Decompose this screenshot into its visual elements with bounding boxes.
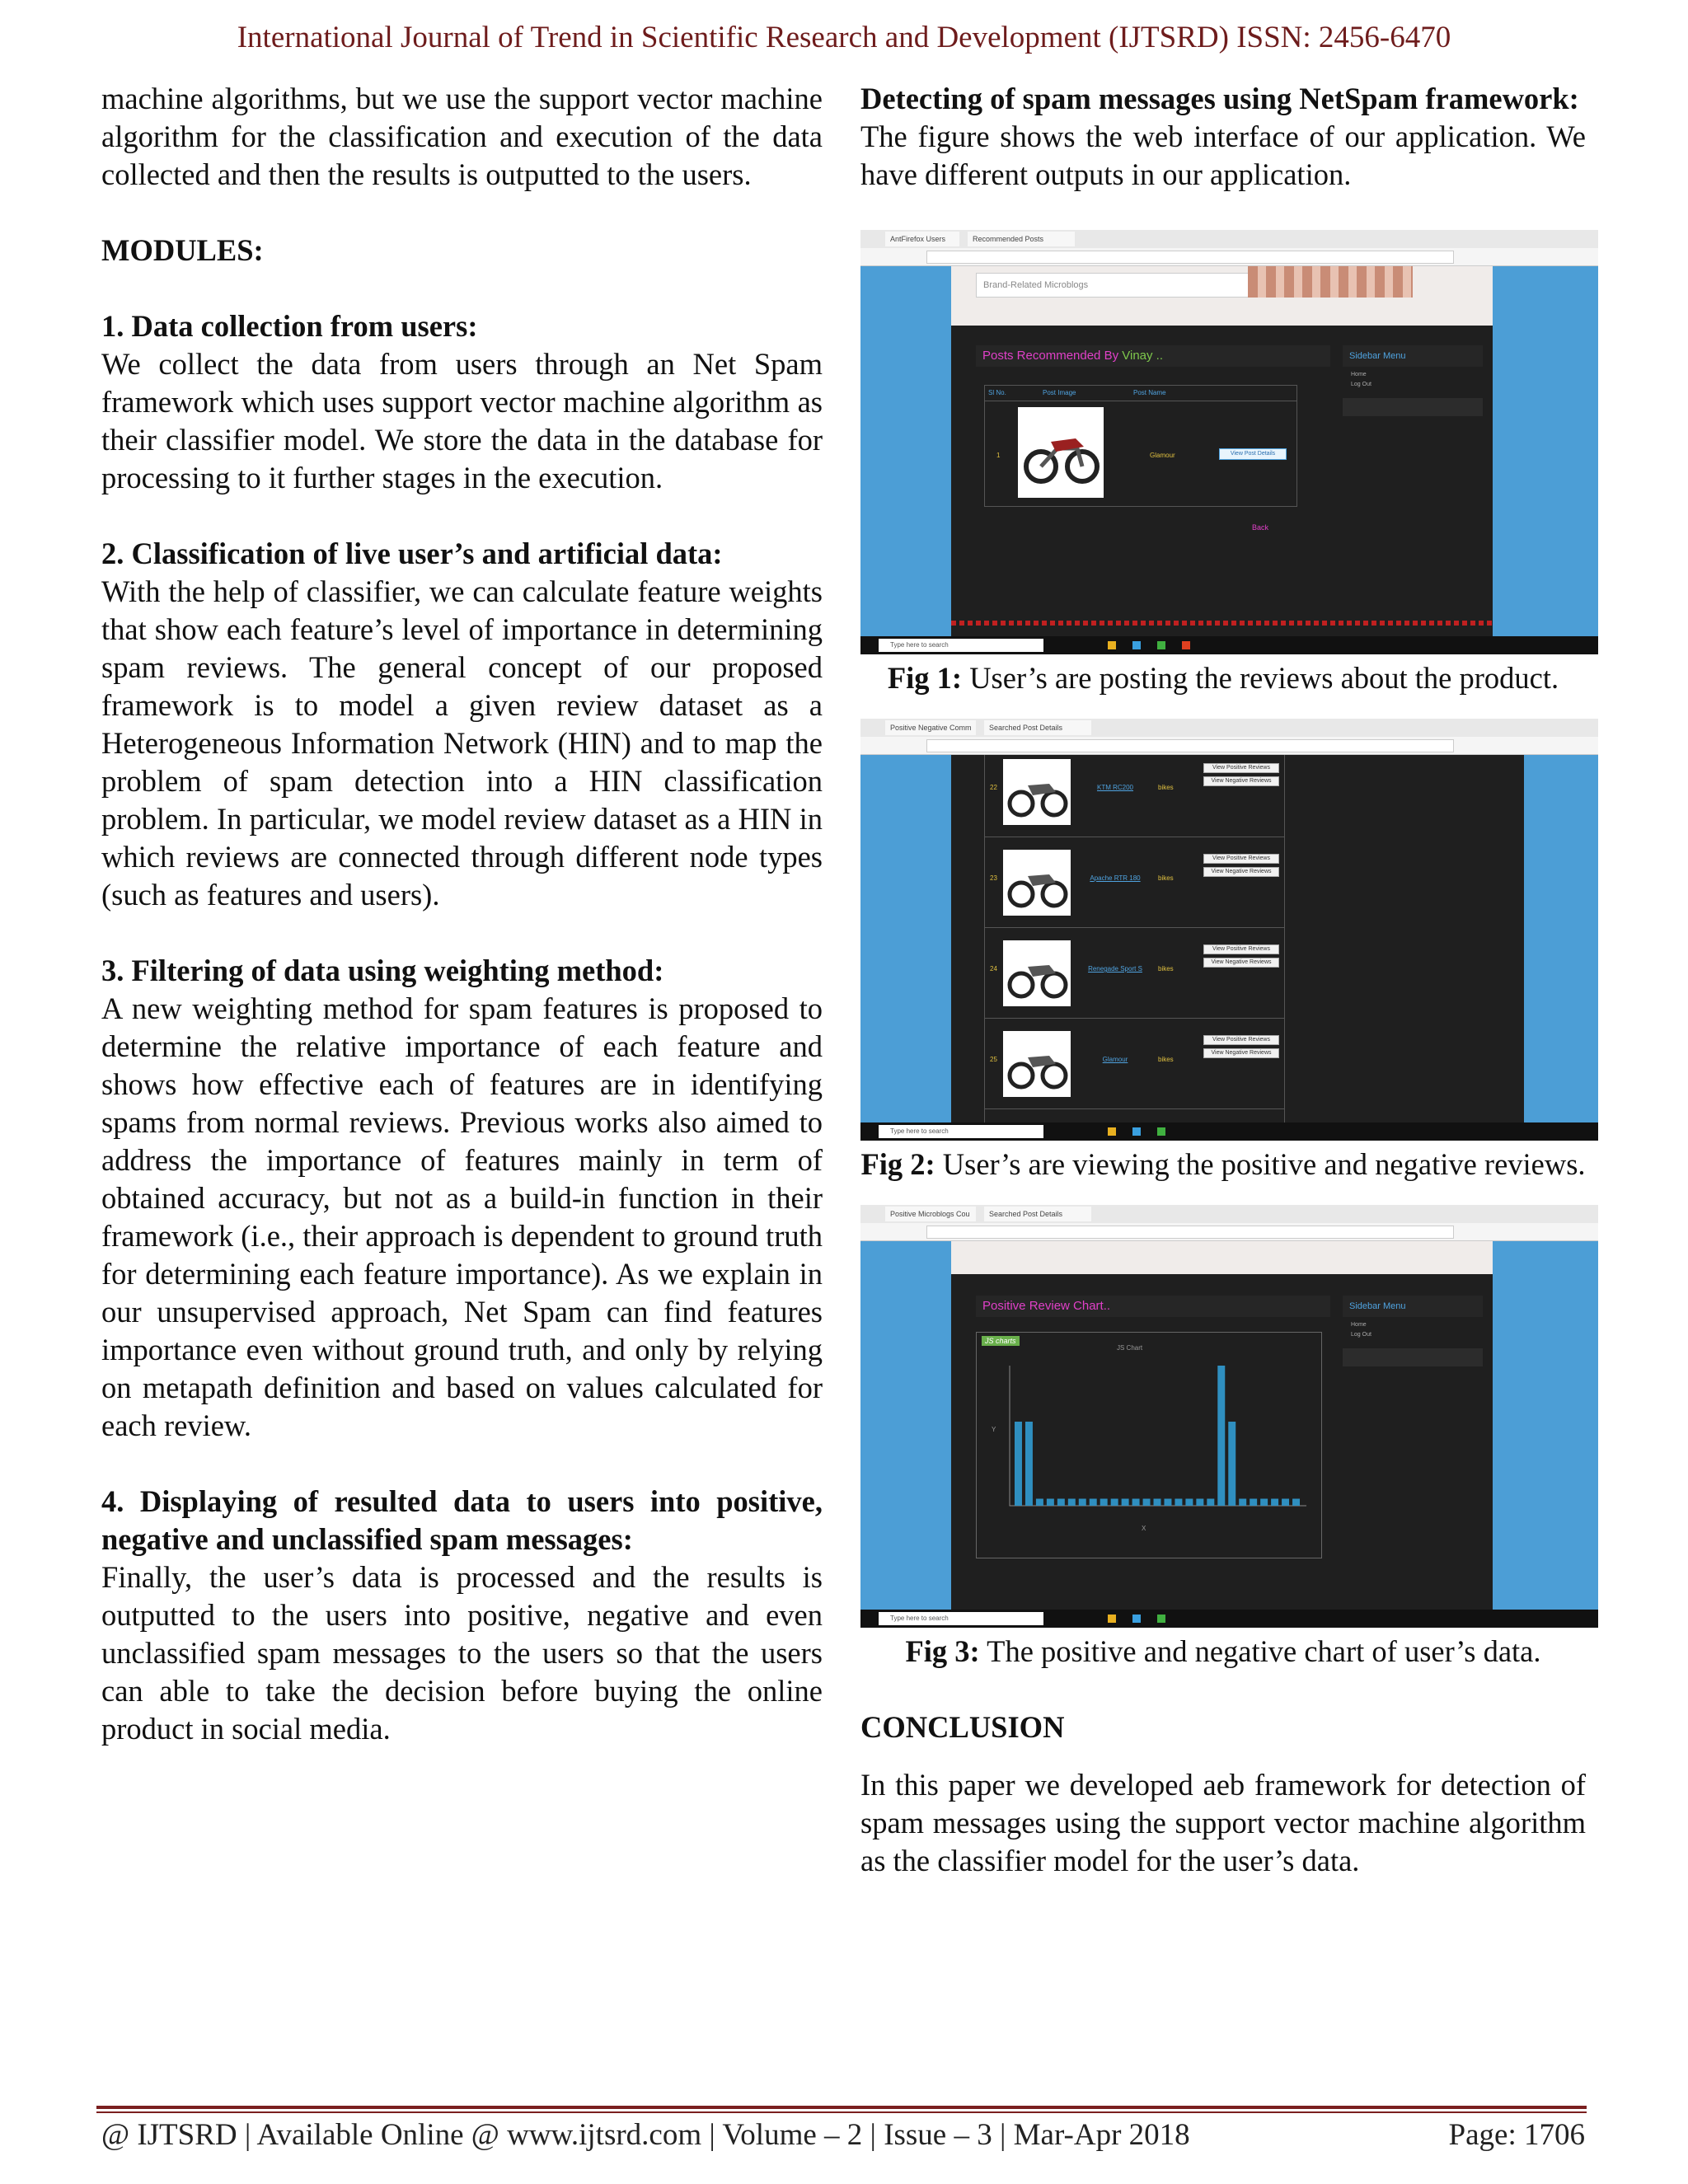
app-icon[interactable] xyxy=(1182,641,1190,649)
banner-image xyxy=(1248,266,1413,298)
chart-bar xyxy=(1271,1499,1278,1507)
taskbar xyxy=(860,636,1598,654)
chart-title: JS Chart xyxy=(1117,1344,1143,1352)
y-axis-label: Y xyxy=(992,1426,996,1433)
right-panel xyxy=(1493,266,1598,636)
address-bar xyxy=(860,1223,1598,1241)
module-1-heading: 1. Data collection from users: xyxy=(101,309,478,343)
chart-bar xyxy=(1057,1499,1065,1507)
right-panel xyxy=(1493,1241,1598,1610)
chart-bar xyxy=(1090,1499,1097,1507)
sidebar-block xyxy=(1343,398,1483,416)
page-banner xyxy=(951,1241,1493,1274)
column-header: Sl No. xyxy=(988,389,1006,396)
module-4-heading: 4. Displaying of resulted data to users into positive, negative and unclassified spam messages: xyxy=(101,1484,823,1556)
browser-tabbar xyxy=(860,1205,1598,1223)
chart-bar xyxy=(1196,1499,1203,1507)
motorcycle-image xyxy=(1003,1031,1071,1097)
footer-text: @ IJTSRD | Available Online @ www.ijtsrd.com | Volume – 2 | Issue – 3 | Mar-Apr 2018 xyxy=(101,2118,1190,2152)
figure-2-screenshot xyxy=(860,719,1598,1141)
chrome-icon[interactable] xyxy=(1157,1615,1165,1623)
chart-bar xyxy=(1250,1499,1257,1507)
x-axis-label: X xyxy=(1142,1525,1146,1532)
back-link[interactable]: Back xyxy=(1252,523,1269,532)
taskbar-search[interactable]: Type here to search xyxy=(879,1125,1043,1138)
bike-name-link[interactable]: Renegade Sport S xyxy=(1088,965,1142,972)
motorcycle-image xyxy=(1003,759,1071,825)
bike-name-link[interactable]: KTM RC200 xyxy=(1096,784,1133,791)
view-post-details-button[interactable]: View Post Details xyxy=(1219,448,1287,460)
chart-bar xyxy=(1079,1499,1086,1507)
page-body xyxy=(951,1274,1493,1610)
view-positive-reviews-button[interactable]: View Positive Reviews xyxy=(1203,854,1279,864)
view-negative-reviews-button[interactable]: View Negative Reviews xyxy=(1203,867,1279,877)
journal-header: International Journal of Trend in Scientific Research and Development (IJTSRD) ISSN: 2456-6470 xyxy=(237,21,1451,54)
taskbar-search[interactable]: Type here to search xyxy=(879,639,1043,652)
sidebar-item-logout[interactable]: Log Out xyxy=(1351,382,1372,387)
chart-page-title: Positive Review Chart.. xyxy=(976,1296,1330,1317)
explorer-icon[interactable] xyxy=(1108,641,1116,649)
bar-chart xyxy=(977,1333,1323,1559)
browser-tabbar xyxy=(860,230,1598,248)
figure-1-screenshot xyxy=(860,230,1598,654)
edge-icon[interactable] xyxy=(1132,641,1141,649)
column-header: Post Image xyxy=(1043,389,1076,396)
table-row xyxy=(985,1019,1284,1109)
motorcycle-image xyxy=(1003,850,1071,916)
banner-text: Brand-Related Microblogs xyxy=(976,273,1273,298)
taskbar xyxy=(860,1610,1598,1628)
bike-name-link[interactable]: Apache RTR 180 xyxy=(1090,874,1141,882)
row-number: 25 xyxy=(990,1056,997,1063)
intro-paragraph: machine algorithms, but we use the support vector machine algorithm for the classification and execution of the data collected and then the results is outputted to the users. xyxy=(101,82,823,191)
modules-heading: MODULES: xyxy=(101,233,264,267)
edge-icon[interactable] xyxy=(1132,1127,1141,1136)
browser-tab: Positive Microblogs Cou xyxy=(885,1207,976,1221)
taskbar-search[interactable]: Type here to search xyxy=(879,1612,1043,1625)
motorcycle-image xyxy=(1003,940,1071,1006)
netspam-heading: Detecting of spam messages using NetSpam framework: xyxy=(860,82,1579,115)
netspam-intro: The figure shows the web interface of our application. We have different outputs in our application. xyxy=(860,120,1586,191)
chart-bar xyxy=(1185,1499,1193,1507)
edge-icon[interactable] xyxy=(1132,1615,1141,1623)
bike-category: bikes xyxy=(1158,784,1174,791)
view-negative-reviews-button[interactable]: View Negative Reviews xyxy=(1203,776,1279,786)
chart-axis xyxy=(1010,1366,1306,1506)
footer-rule xyxy=(96,2111,1587,2113)
footer-rule xyxy=(96,2106,1587,2109)
sidebar-item-home[interactable]: Home xyxy=(1351,372,1367,377)
chart-bar xyxy=(1025,1422,1033,1506)
reviews-table xyxy=(984,755,1285,1122)
chart-bar xyxy=(1036,1499,1043,1507)
row-number: 23 xyxy=(990,874,997,882)
page-body xyxy=(951,326,1493,636)
bike-category: bikes xyxy=(1158,874,1174,882)
left-panel xyxy=(860,755,951,1122)
chart-bar xyxy=(1047,1499,1054,1507)
conclusion-text: In this paper we developed aeb framework for detection of spam messages using the support vector machine algorithm as the classifier model for the user’s data. xyxy=(860,1768,1586,1877)
view-negative-reviews-button[interactable]: View Negative Reviews xyxy=(1203,1048,1279,1058)
url-field xyxy=(926,1226,1454,1239)
left-column xyxy=(101,80,823,1748)
motorcycle-image xyxy=(1018,407,1104,498)
row-number: 1 xyxy=(996,452,1001,459)
browser-tab: Searched Post Details xyxy=(984,1207,1091,1221)
left-panel xyxy=(860,266,951,636)
table-row xyxy=(985,837,1284,928)
chart-bar xyxy=(1282,1499,1289,1507)
taskbar xyxy=(860,1122,1598,1141)
bike-category: bikes xyxy=(1158,965,1174,972)
row-number: 24 xyxy=(990,965,997,972)
browser-tab: AntFirefox Users xyxy=(885,232,959,246)
chart-bar xyxy=(1111,1499,1118,1507)
chrome-icon[interactable] xyxy=(1157,1127,1165,1136)
chart-bar xyxy=(1122,1499,1129,1507)
sidebar-item-logout[interactable]: Log Out xyxy=(1351,1332,1372,1338)
chart-panel xyxy=(976,1332,1322,1558)
chart-bar xyxy=(1132,1499,1140,1507)
left-panel xyxy=(860,1241,951,1610)
module-2-heading: 2. Classification of live user’s and artificial data: xyxy=(101,537,723,570)
chart-bar xyxy=(1260,1499,1268,1507)
page-body xyxy=(951,755,1524,1122)
posts-table xyxy=(984,385,1297,507)
sidebar-block xyxy=(1343,1348,1483,1366)
view-positive-reviews-button[interactable]: View Positive Reviews xyxy=(1203,944,1279,954)
explorer-icon[interactable] xyxy=(1108,1127,1116,1136)
explorer-icon[interactable] xyxy=(1108,1615,1116,1623)
view-positive-reviews-button[interactable]: View Positive Reviews xyxy=(1203,763,1279,773)
module-4-text: Finally, the user’s data is processed and the results is outputted to the users into positive, negative and even unclassified spam messages to the users so that the users can able to take the decision before buying the online product in social media. xyxy=(101,1560,823,1746)
chrome-icon[interactable] xyxy=(1157,641,1165,649)
module-2-text: With the help of classifier, we can calculate feature weights that show each feature’s level of importance in determining spam reviews. The general concept of our proposed framework is to model a given review dataset as a Heterogeneous Information Network (HIN) and to map the problem of spam detection into a HIN classification problem. In particular, we model review dataset as a HIN in which reviews are connected through different node types (such as features and users). xyxy=(101,574,823,912)
column-header: Post Name xyxy=(1133,389,1166,396)
jscharts-logo: JS charts xyxy=(982,1336,1020,1346)
module-1-text: We collect the data from users through an Net Spam framework which uses support vector machine algorithm as their classifier model. We store the data in the database for processing to it further stages in the execution. xyxy=(101,347,823,494)
chart-bar xyxy=(1217,1366,1225,1506)
module-3-heading: 3. Filtering of data using weighting method: xyxy=(101,954,664,987)
chart-bar xyxy=(1154,1499,1161,1507)
chart-bar xyxy=(1143,1499,1151,1507)
browser-tabbar xyxy=(860,719,1598,737)
table-row xyxy=(985,928,1284,1019)
browser-tab: Recommended Posts xyxy=(968,232,1075,246)
chart-bar xyxy=(1228,1422,1236,1506)
figure-3-caption: Fig 3: The positive and negative chart of user’s data. xyxy=(905,1634,1541,1668)
row-number: 22 xyxy=(990,784,997,791)
conclusion-heading: CONCLUSION xyxy=(860,1710,1065,1744)
chart-bar xyxy=(1207,1499,1214,1507)
sidebar-menu-title: Sidebar Menu xyxy=(1343,345,1483,367)
page-footer xyxy=(101,2116,1585,2154)
table-row xyxy=(985,747,1284,837)
chart-bar xyxy=(1239,1499,1246,1507)
sidebar-item-home[interactable]: Home xyxy=(1351,1322,1367,1328)
module-3-text: A new weighting method for spam features is proposed to determine the relative importance of each feature and shows how effective each of features are in identifying spams from normal reviews. Previous works also aimed to address the importance of features mainly in term of obtained accuracy, but not as a build-in function in their framework (i.e., their approach is dependent to ground truth for determining each feature importance). As we explain in our unsupervised approach, Net Spam can find features importance even without ground truth, and only by relying on metapath definition and based on values calculated for each review. xyxy=(101,991,823,1442)
chart-bar xyxy=(1292,1499,1300,1507)
bike-category: bikes xyxy=(1158,1056,1174,1063)
page-banner xyxy=(951,266,1493,326)
sidebar-menu-title: Sidebar Menu xyxy=(1343,1296,1483,1317)
chart-bar xyxy=(1015,1422,1022,1506)
chart-bar xyxy=(1100,1499,1108,1507)
view-positive-reviews-button[interactable]: View Positive Reviews xyxy=(1203,1035,1279,1045)
chart-bar xyxy=(1164,1499,1171,1507)
post-name: Glamour xyxy=(1150,452,1175,459)
chart-bar xyxy=(1175,1499,1182,1507)
browser-tab: Positive Negative Comm xyxy=(885,720,976,735)
address-bar xyxy=(860,248,1598,266)
figure-1-caption: Fig 1: User’s are posting the reviews about the product. xyxy=(887,661,1559,695)
view-negative-reviews-button[interactable]: View Negative Reviews xyxy=(1203,958,1279,968)
url-field xyxy=(926,251,1454,264)
figure-2-caption: Fig 2: User’s are viewing the positive and negative reviews. xyxy=(860,1147,1586,1181)
posts-title: Posts Recommended By Vinay .. xyxy=(976,345,1330,367)
browser-tab: Searched Post Details xyxy=(984,720,1091,735)
figure-3-screenshot xyxy=(860,1205,1598,1628)
right-panel xyxy=(1524,755,1598,1122)
chart-bar xyxy=(1068,1499,1076,1507)
page-number: Page: 1706 xyxy=(1448,2118,1585,2152)
right-column xyxy=(860,80,1586,1880)
footer-marquee xyxy=(951,621,1493,626)
bike-name-link[interactable]: Glamour xyxy=(1102,1056,1128,1063)
